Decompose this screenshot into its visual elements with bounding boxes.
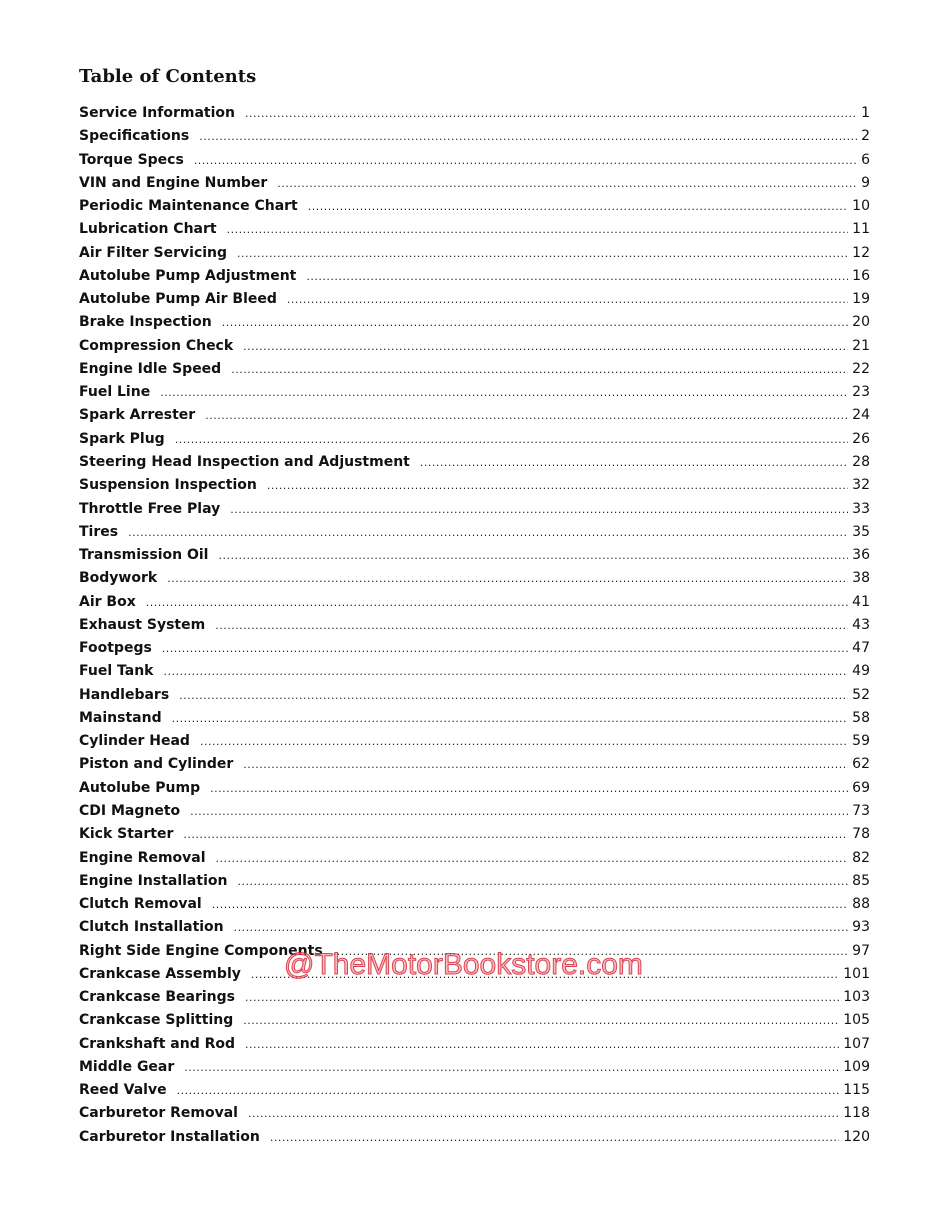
toc-entry[interactable]	[79, 1012, 870, 1035]
watermark: @TheMotorBookstore.com	[284, 948, 643, 981]
dot-leader	[248, 1107, 839, 1120]
dot-leader	[234, 921, 849, 934]
toc-entry[interactable]	[79, 594, 870, 617]
toc-entry-title: Engine Removal	[79, 849, 206, 866]
toc-entry[interactable]	[79, 245, 870, 268]
toc-entry-title: Brake Inspection	[79, 314, 212, 331]
toc-entry-title: Mainstand	[79, 709, 162, 726]
toc-entry-title: Crankcase Assembly	[79, 965, 241, 982]
toc-entry-title: Bodywork	[79, 570, 158, 587]
toc-entry-page: 1	[861, 105, 870, 121]
toc-entry[interactable]	[79, 501, 870, 524]
toc-entry-page: 78	[852, 826, 870, 843]
toc-entry-page: 93	[852, 919, 870, 936]
toc-entry-title: Compression Check	[79, 337, 234, 354]
toc-entry-title: Handlebars	[79, 686, 170, 703]
toc-entry-title: Suspension Inspection	[79, 477, 257, 494]
toc-entry-title: Service Information	[79, 105, 235, 121]
toc-entry-title: Transmission Oil	[79, 547, 209, 564]
toc-entry-title: Carburetor Removal	[79, 1105, 238, 1122]
toc-entry-title: Exhaust System	[79, 616, 206, 633]
toc-entry-title: Piston and Cylinder	[79, 756, 234, 773]
toc-entry-page: 97	[852, 942, 870, 959]
toc-entry[interactable]	[79, 1036, 870, 1059]
toc-entry-page: 103	[843, 989, 870, 1006]
toc-entry-page: 20	[852, 314, 870, 331]
toc-entry-page: 38	[852, 570, 870, 587]
dot-leader	[308, 200, 848, 213]
dot-leader	[205, 409, 848, 422]
toc-entry[interactable]	[79, 640, 870, 663]
toc-entry-title: Right Side Engine Components	[79, 942, 323, 959]
toc-entry[interactable]	[79, 617, 870, 640]
toc-entry-page: 26	[852, 430, 870, 447]
toc-entry-page: 6	[861, 151, 870, 168]
toc-entry-title: Kick Starter	[79, 826, 174, 843]
toc-entry[interactable]	[79, 221, 870, 244]
dot-leader	[222, 316, 848, 329]
toc-entry[interactable]	[79, 128, 870, 151]
toc-entry[interactable]	[79, 896, 870, 919]
toc-entry-page: 109	[843, 1058, 870, 1075]
toc-entry-title: Spark Arrester	[79, 407, 196, 424]
toc-entry-title: Specifications	[79, 128, 190, 145]
toc-entry[interactable]	[79, 105, 870, 128]
toc-entry-page: 49	[852, 663, 870, 680]
toc-entry[interactable]	[79, 663, 870, 686]
dot-leader	[218, 549, 848, 562]
toc-entry-page: 82	[852, 849, 870, 866]
dot-leader	[163, 665, 848, 678]
toc-entry[interactable]	[79, 687, 870, 710]
toc-entry-title: Steering Head Inspection and Adjustment	[79, 453, 410, 470]
toc-entry[interactable]	[79, 547, 870, 570]
toc-entry-title: Crankcase Splitting	[79, 1012, 234, 1029]
dot-leader	[216, 852, 849, 865]
toc-entry[interactable]	[79, 1129, 870, 1152]
toc-entry[interactable]	[79, 919, 870, 942]
toc-entry-title: Air Box	[79, 593, 136, 610]
toc-entry[interactable]	[79, 384, 870, 407]
dot-leader	[237, 875, 848, 888]
dot-leader	[270, 1131, 839, 1144]
dot-leader	[184, 1061, 839, 1074]
toc-entry[interactable]	[79, 710, 870, 733]
toc-entry-page: 19	[852, 291, 870, 308]
dot-leader	[160, 386, 848, 399]
dot-leader	[190, 805, 848, 818]
dot-leader	[420, 456, 848, 469]
dot-leader	[146, 596, 848, 609]
dot-leader	[215, 619, 848, 632]
toc-entry-title: CDI Magneto	[79, 802, 181, 819]
toc-entry-page: 69	[852, 779, 870, 796]
toc-entry-page: 23	[852, 384, 870, 401]
toc-entry-page: 2	[861, 128, 870, 145]
toc-entry-page: 41	[852, 593, 870, 610]
toc-entry-title: Footpegs	[79, 640, 152, 657]
toc-entry[interactable]	[79, 1059, 870, 1082]
toc-entry-title: Clutch Removal	[79, 896, 202, 913]
dot-leader	[243, 1014, 839, 1027]
toc-entry[interactable]	[79, 756, 870, 779]
dot-leader	[172, 712, 849, 725]
toc-entry-title: Spark Plug	[79, 430, 165, 447]
toc-entry[interactable]	[79, 803, 870, 826]
dot-leader	[245, 107, 857, 120]
dot-leader	[199, 130, 857, 143]
toc-entry-page: 120	[843, 1128, 870, 1145]
table-of-contents	[79, 105, 870, 1152]
dot-leader	[277, 177, 857, 190]
toc-entry-title: Clutch Installation	[79, 919, 224, 936]
toc-entry-title: Crankcase Bearings	[79, 989, 235, 1006]
toc-entry-title: Crankshaft and Rod	[79, 1035, 236, 1052]
toc-entry[interactable]	[79, 524, 870, 547]
toc-entry-page: 62	[852, 756, 870, 773]
toc-entry-page: 10	[852, 198, 870, 215]
toc-entry-page: 9	[861, 174, 870, 191]
dot-leader	[243, 340, 848, 353]
toc-entry-page: 33	[852, 500, 870, 517]
toc-entry[interactable]	[79, 1082, 870, 1105]
dot-leader	[237, 247, 848, 260]
toc-entry[interactable]	[79, 454, 870, 477]
dot-leader	[243, 758, 848, 771]
toc-entry-page: 21	[852, 337, 870, 354]
toc-entry-title: Air Filter Servicing	[79, 244, 228, 261]
dot-leader	[179, 689, 848, 702]
toc-entry[interactable]	[79, 477, 870, 500]
toc-entry-page: 28	[852, 453, 870, 470]
dot-leader	[231, 363, 848, 376]
toc-entry-page: 24	[852, 407, 870, 424]
toc-entry[interactable]	[79, 152, 870, 175]
toc-entry-title: Throttle Free Play	[79, 500, 221, 517]
toc-entry-page: 43	[852, 616, 870, 633]
toc-entry[interactable]	[79, 407, 870, 430]
toc-entry-title: Fuel Line	[79, 384, 151, 401]
dot-leader	[175, 433, 848, 446]
toc-entry-page: 115	[843, 1082, 870, 1099]
dot-leader	[245, 991, 839, 1004]
toc-entry-title: Lubrication Chart	[79, 221, 217, 238]
toc-entry-page: 59	[852, 733, 870, 750]
toc-entry[interactable]	[79, 338, 870, 361]
toc-entry-page: 105	[843, 1012, 870, 1029]
toc-entry[interactable]	[79, 198, 870, 221]
toc-entry-page: 22	[852, 360, 870, 377]
toc-entry-title: Middle Gear	[79, 1058, 175, 1075]
toc-entry-page: 16	[852, 267, 870, 284]
toc-entry[interactable]	[79, 175, 870, 198]
page-title: Table of Contents	[79, 66, 257, 87]
toc-entry-page: 47	[852, 640, 870, 657]
dot-leader	[167, 572, 848, 585]
toc-entry-title: Tires	[79, 523, 119, 540]
toc-entry-page: 88	[852, 896, 870, 913]
toc-entry[interactable]	[79, 1105, 870, 1128]
toc-entry[interactable]	[79, 361, 870, 384]
dot-leader	[306, 270, 848, 283]
toc-entry[interactable]	[79, 733, 870, 756]
dot-leader	[177, 1084, 840, 1097]
toc-entry-page: 58	[852, 709, 870, 726]
toc-entry-title: Autolube Pump	[79, 779, 201, 796]
toc-entry-title: VIN and Engine Number	[79, 174, 268, 191]
toc-entry[interactable]	[79, 826, 870, 849]
toc-entry-title: Cylinder Head	[79, 733, 190, 750]
toc-entry-page: 32	[852, 477, 870, 494]
dot-leader	[162, 642, 848, 655]
toc-entry[interactable]	[79, 780, 870, 803]
dot-leader	[194, 154, 857, 167]
toc-entry[interactable]	[79, 570, 870, 593]
dot-leader	[210, 782, 848, 795]
dot-leader	[212, 898, 848, 911]
toc-entry-page: 52	[852, 686, 870, 703]
toc-entry[interactable]	[79, 873, 870, 896]
dot-leader	[200, 735, 848, 748]
toc-entry-page: 118	[843, 1105, 870, 1122]
toc-entry-page: 101	[843, 965, 870, 982]
toc-entry-title: Fuel Tank	[79, 663, 154, 680]
toc-entry-title: Autolube Pump Adjustment	[79, 267, 297, 284]
toc-entry-title: Periodic Maintenance Chart	[79, 198, 298, 215]
toc-entry[interactable]	[79, 431, 870, 454]
toc-entry[interactable]	[79, 850, 870, 873]
dot-leader	[183, 828, 848, 841]
dot-leader	[267, 479, 848, 492]
toc-entry-title: Autolube Pump Air Bleed	[79, 291, 277, 308]
dot-leader	[128, 526, 848, 539]
toc-entry-page: 85	[852, 872, 870, 889]
toc-entry[interactable]	[79, 989, 870, 1012]
toc-entry-title: Torque Specs	[79, 151, 184, 168]
toc-entry-title: Carburetor Installation	[79, 1128, 260, 1145]
dot-leader	[230, 503, 848, 516]
toc-entry-page: 35	[852, 523, 870, 540]
toc-entry-title: Reed Valve	[79, 1082, 167, 1099]
toc-entry-page: 12	[852, 244, 870, 261]
dot-leader	[227, 223, 849, 236]
dot-leader	[287, 293, 848, 306]
toc-entry-title: Engine Installation	[79, 872, 228, 889]
toc-entry-page: 11	[852, 221, 870, 238]
toc-entry[interactable]	[79, 291, 870, 314]
toc-entry-page: 36	[852, 547, 870, 564]
toc-entry-page: 107	[843, 1035, 870, 1052]
toc-entry[interactable]	[79, 314, 870, 337]
toc-entry[interactable]	[79, 268, 870, 291]
toc-entry-title: Engine Idle Speed	[79, 360, 222, 377]
dot-leader	[245, 1038, 839, 1051]
toc-entry-page: 73	[852, 802, 870, 819]
